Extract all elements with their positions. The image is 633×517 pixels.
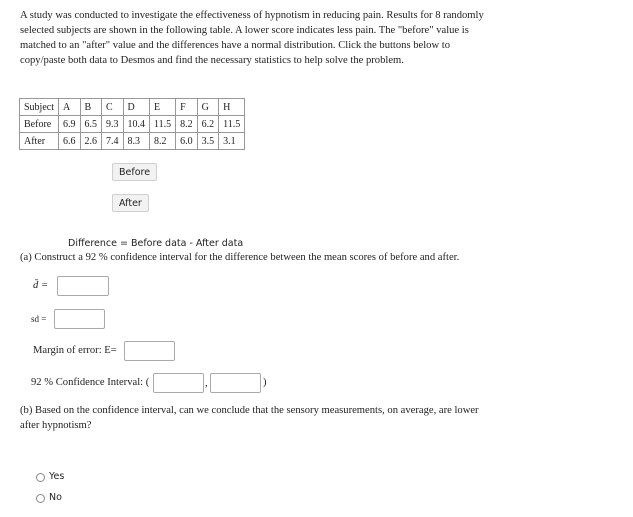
sd-label: sd = [31, 314, 47, 324]
ci-upper-input[interactable] [210, 373, 261, 393]
ci-comma: , [205, 378, 208, 389]
table-cell: After [20, 133, 59, 150]
copy-after-button[interactable]: After [112, 194, 149, 212]
table-cell: 10.4 [123, 116, 150, 133]
table-cell: E [150, 99, 176, 116]
dbar-input[interactable] [57, 276, 109, 296]
confidence-interval-label: 92 % Confidence Interval: ( [31, 377, 150, 388]
problem-intro: A study was conducted to investigate the effectiveness of hypnotism in reducing pain. Results for 8 randomly selected subjects are shown in the following table. A lower score indicates less pain. The "before" value is matched to an "after" value and the differences have a normal distribution. Click the buttons below to copy/paste both data to Desmos and find the necessary statistics to help solve the problem. [20, 10, 484, 66]
part-a-question: (a) Construct a 92 % confidence interval for the difference between the mean scores of before and after. [20, 252, 460, 263]
radio-no-label[interactable]: No [49, 492, 62, 503]
table-cell: 3.5 [197, 133, 219, 150]
table-cell: C [102, 99, 124, 116]
table-cell: 9.3 [102, 116, 124, 133]
copy-before-button[interactable]: Before [112, 163, 157, 181]
table-cell: D [123, 99, 150, 116]
table-cell: H [219, 99, 245, 116]
table-cell: 6.2 [197, 116, 219, 133]
dbar-label: d̄ = [33, 280, 49, 291]
table-cell: 6.6 [59, 133, 81, 150]
table-cell: F [176, 99, 198, 116]
table-cell: 6.0 [176, 133, 198, 150]
margin-of-error-input[interactable] [124, 341, 175, 361]
table-row [20, 133, 245, 150]
table-cell: 8.2 [150, 133, 176, 150]
radio-yes[interactable] [36, 473, 45, 482]
table-cell: 3.1 [219, 133, 245, 150]
margin-of-error-label: Margin of error: E= [33, 345, 117, 356]
part-b-question: (b) Based on the confidence interval, can we conclude that the sensory measurements, on average, are lower after hypnotism? [20, 405, 479, 431]
ci-lower-input[interactable] [153, 373, 204, 393]
table-cell: 2.6 [80, 133, 102, 150]
table-cell: Subject [20, 99, 59, 116]
table-cell: B [80, 99, 102, 116]
table-cell: Before [20, 116, 59, 133]
table-cell: 8.2 [176, 116, 198, 133]
difference-note: Difference = Before data - After data [68, 238, 244, 249]
table-cell: 11.5 [150, 116, 176, 133]
table-cell: 7.4 [102, 133, 124, 150]
sd-input[interactable] [54, 309, 105, 329]
table-cell: 6.9 [59, 116, 81, 133]
table-row [20, 116, 245, 133]
data-table [19, 98, 245, 150]
table-cell: A [59, 99, 81, 116]
table-cell: 8.3 [123, 133, 150, 150]
table-cell: 11.5 [219, 116, 245, 133]
table-cell: G [197, 99, 219, 116]
table-row [20, 99, 245, 116]
radio-yes-label[interactable]: Yes [49, 471, 65, 482]
radio-no[interactable] [36, 494, 45, 503]
table-cell: 6.5 [80, 116, 102, 133]
ci-close-paren: ) [263, 377, 267, 388]
